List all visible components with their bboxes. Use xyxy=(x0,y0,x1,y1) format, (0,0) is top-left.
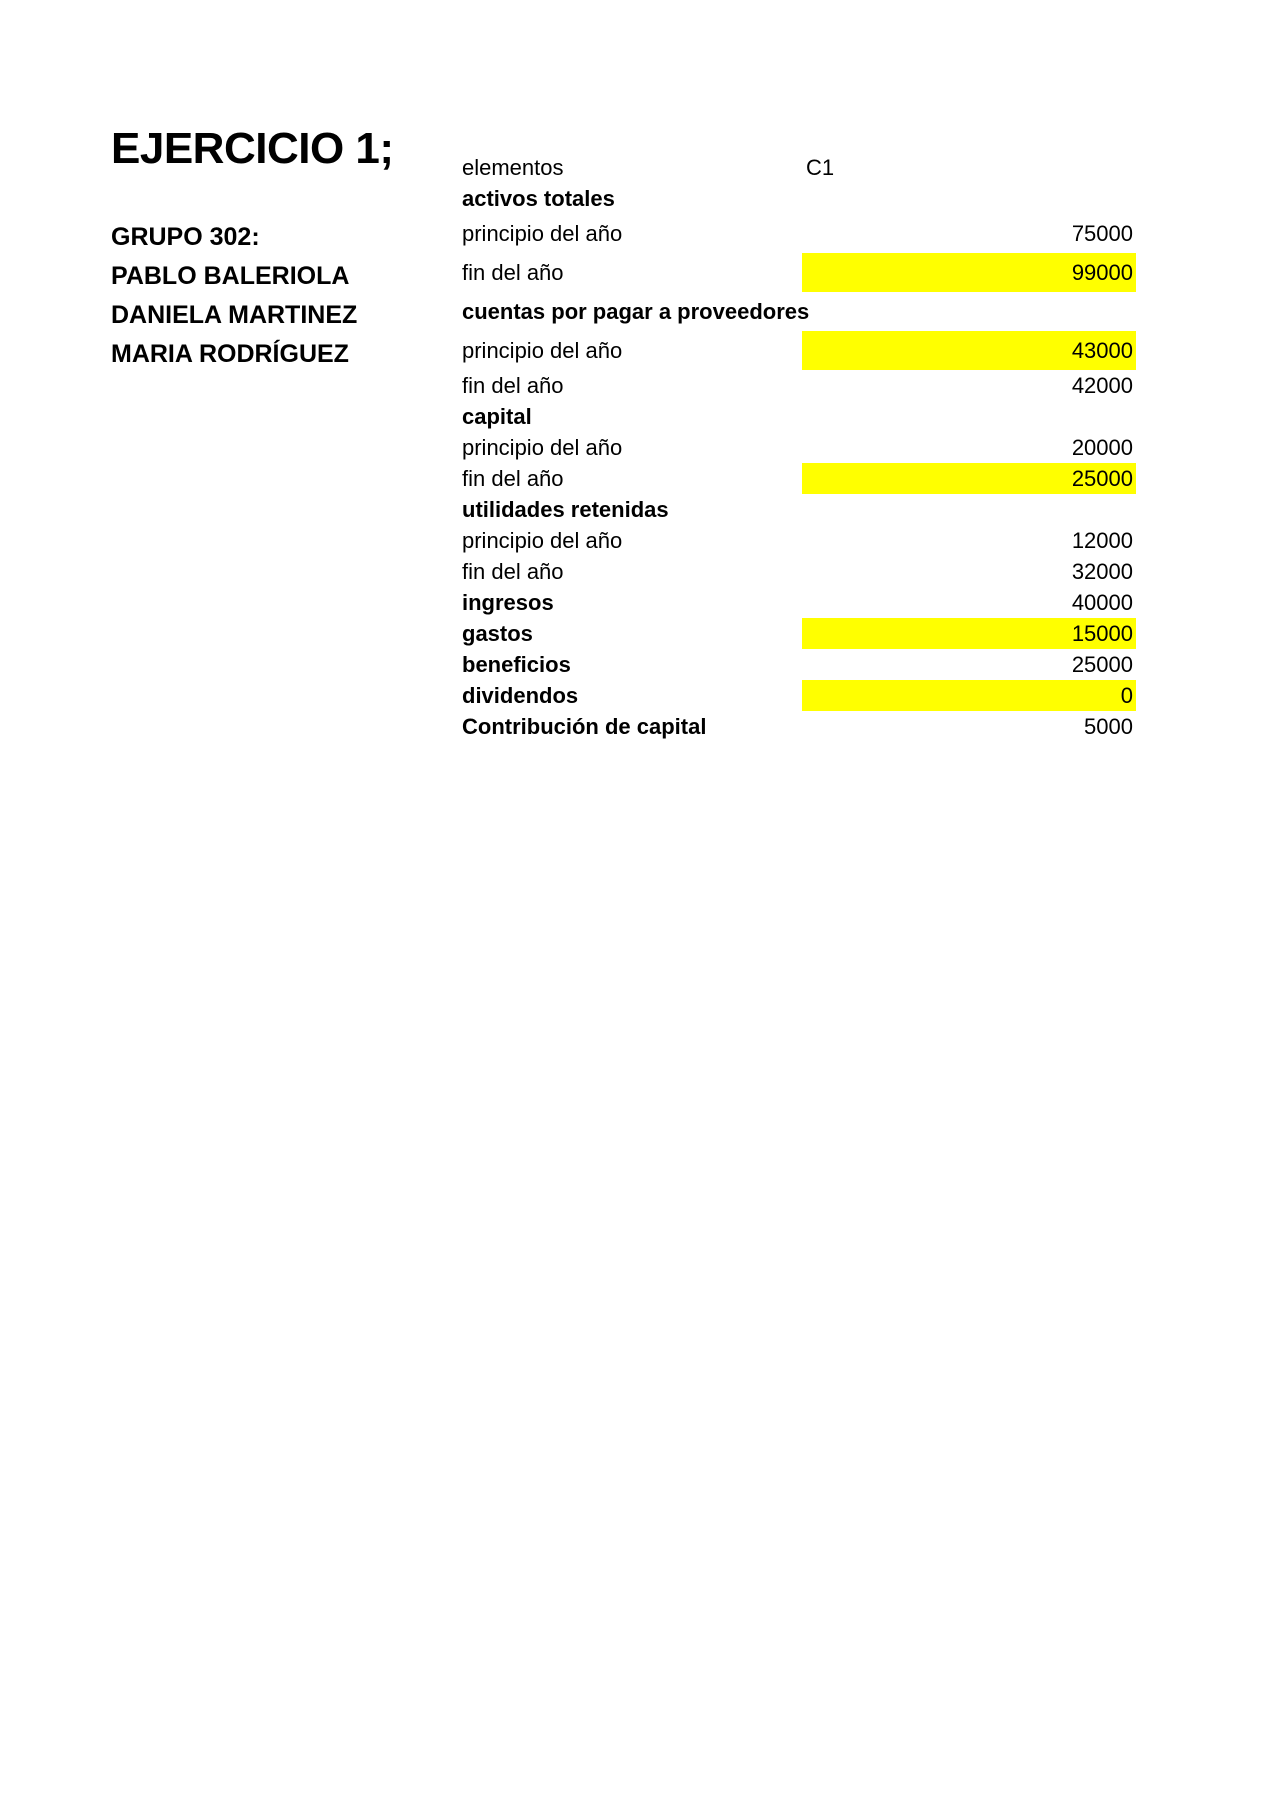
value-cell: 25000 xyxy=(1071,651,1133,677)
table-row xyxy=(457,370,1137,401)
highlighted-cell: 25000 xyxy=(802,463,1136,494)
table-row xyxy=(457,152,1137,183)
value-cell: 75000 xyxy=(1071,220,1133,246)
table-row xyxy=(457,331,1137,370)
value-cell: 20000 xyxy=(1071,434,1133,460)
row-label: Contribución de capital xyxy=(462,713,707,739)
table-row xyxy=(457,214,1137,253)
table-row xyxy=(457,253,1137,292)
table-row xyxy=(457,618,1137,649)
table-row xyxy=(457,649,1137,680)
row-label: principio del año xyxy=(462,337,623,363)
value-cell: 42000 xyxy=(1071,372,1133,398)
highlighted-cell: 99000 xyxy=(802,253,1136,292)
row-label: elementos xyxy=(462,154,564,180)
highlighted-cell: 0 xyxy=(802,680,1136,711)
data-table xyxy=(457,152,1137,742)
value-cell xyxy=(802,292,1136,331)
table-row xyxy=(457,463,1137,494)
table-row xyxy=(457,494,1137,525)
row-label: fin del año xyxy=(462,558,564,584)
row-label: utilidades retenidas xyxy=(462,496,669,522)
table-row xyxy=(457,432,1137,463)
member-name: PABLO BALERIOLA xyxy=(111,262,350,290)
row-label: principio del año xyxy=(462,527,623,553)
row-label: fin del año xyxy=(462,465,564,491)
table-row xyxy=(457,680,1137,711)
row-label: principio del año xyxy=(462,220,623,246)
row-label: cuentas por pagar a proveedores xyxy=(462,298,810,324)
table-row xyxy=(457,183,1137,214)
value-cell: C1 xyxy=(806,154,835,180)
member-name: MARIA RODRÍGUEZ xyxy=(111,340,349,368)
row-label: beneficios xyxy=(462,651,571,677)
highlighted-cell: 15000 xyxy=(802,618,1136,649)
row-label: capital xyxy=(462,403,532,429)
highlighted-cell: 43000 xyxy=(802,331,1136,370)
value-cell xyxy=(802,401,1136,432)
value-cell: 32000 xyxy=(1071,558,1133,584)
row-label: fin del año xyxy=(462,259,564,285)
table-row xyxy=(457,401,1137,432)
page-title: EJERCICIO 1; xyxy=(111,124,394,173)
value-cell: 12000 xyxy=(1071,527,1133,553)
group-name: GRUPO 302: xyxy=(111,223,260,251)
row-label: ingresos xyxy=(462,589,554,615)
value-cell xyxy=(802,183,1136,214)
row-label: activos totales xyxy=(462,185,615,211)
table-row xyxy=(457,711,1137,742)
value-cell: 5000 xyxy=(1084,713,1133,739)
group-members xyxy=(111,218,431,374)
table-row xyxy=(457,292,1137,331)
value-cell xyxy=(802,494,1136,525)
row-label: gastos xyxy=(462,620,533,646)
row-label: dividendos xyxy=(462,682,579,708)
member-name: DANIELA MARTINEZ xyxy=(111,301,358,329)
table-row xyxy=(457,525,1137,556)
row-label: fin del año xyxy=(462,372,564,398)
table-row xyxy=(457,556,1137,587)
table-row xyxy=(457,587,1137,618)
value-cell: 40000 xyxy=(1071,589,1133,615)
row-label: principio del año xyxy=(462,434,623,460)
